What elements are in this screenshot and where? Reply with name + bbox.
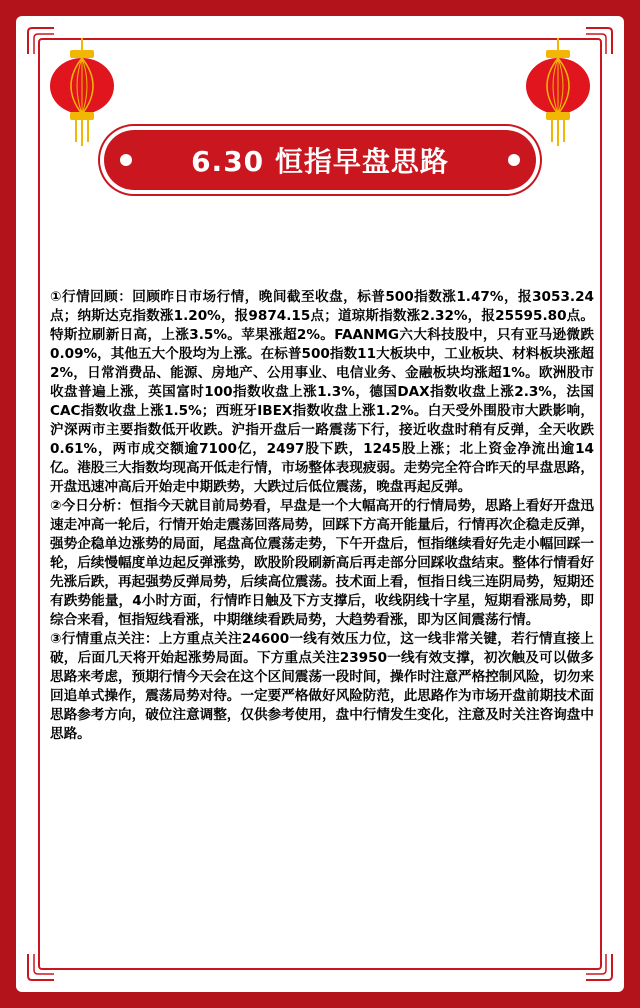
paragraph-today-analysis: ②今日分析：恒指今天就目前局势看，早盘是一个大幅高开的行情局势，思路上看好开盘迅速走冲高一轮后，行情开始走震荡回落局势，回踩下方高开能量后，行情再次企稳走反弹，强势企稳单边涨势的局面，尾盘高位震荡走势，下午开盘后，恒指继续看好先走小幅回踩一轮，后续慢幅度单边起反弹涨势，欧股阶段刷新高后再走部分回踩收盘结束。整体行情看好先涨后跌，再起强势反弹局势，后续高位震荡。技术面上看，恒指日线三连阴局势，短期还有跌势能量，4小时方面，行情昨日触及下方支撑后，收线阴线十字星，短期看涨局势，即综合来看，恒指短线看涨，中期继续看跌局势，大趋势看涨，即为区间震荡行情。: [50, 498, 594, 628]
banner-dot: [120, 154, 132, 166]
title-banner: [104, 130, 536, 190]
banner-dot: [508, 154, 520, 166]
corner-ornament: [584, 952, 614, 982]
article-body: [50, 288, 594, 744]
paragraph-market-review: ①行情回顾：回顾昨日市场行情，晚间截至收盘，标普500指数涨1.47%，报3053.24点；纳斯达克指数涨1.20%，报9874.15点；道琼斯指数涨2.32%，报25595.80点。特斯拉刷新日高，上涨3.5%。苹果涨超2%。FAANMG六大科技股中，只有亚马逊微跌0.09%，其他五大个股均为上涨。在标普500指数11大板块中，工业板块、材料板块涨超2%，日常消费品、能源、房地产、公用事业、电信业务、金融板块均涨超1%。欧洲股市收盘普遍上涨，英国富时100指数收盘上涨1.3%，德国DAX指数收盘上涨2.3%，法国CAC指数收盘上涨1.5%；西班牙IBEX指数收盘上涨1.2%。白天受外围股市大跌影响，沪深两市主要指数低开收跌。沪指开盘后一路震荡下行，接近收盘时稍有反弹，全天收跌0.61%，两市成交额逾7100亿，2497股下跌，1245股上涨；北上资金净流出逾14亿。港股三大指数均现高开低走行情，市场整体表现疲弱。走势完全符合昨天的早盘思路，开盘迅速冲高后开始走中期跌势，大跌过后低位震荡，晚盘再起反弹。: [50, 289, 594, 495]
paragraph-key-levels: ③行情重点关注：上方重点关注24600一线有效压力位，这一线非常关键，若行情直接上破，后面几天将开始起涨势局面。下方重点关注23950一线有效支撑，初次触及可以做多思路来考虑，预期行情今天会在这个区间震荡一段时间，操作时注意严格控制风险，切勿来回追单式操作，震荡局势对待。一定要严格做好风险防范，此思路作为市场开盘前期技术面思路参考方向，破位注意调整，仅供参考使用，盘中行情发生变化，注意及时关注咨询盘中思路。: [50, 631, 594, 742]
corner-ornament: [26, 952, 56, 982]
page-title: 6.30 恒指早盘思路: [191, 145, 449, 178]
red-lantern-icon: [522, 38, 594, 148]
red-lantern-icon: [46, 38, 118, 148]
